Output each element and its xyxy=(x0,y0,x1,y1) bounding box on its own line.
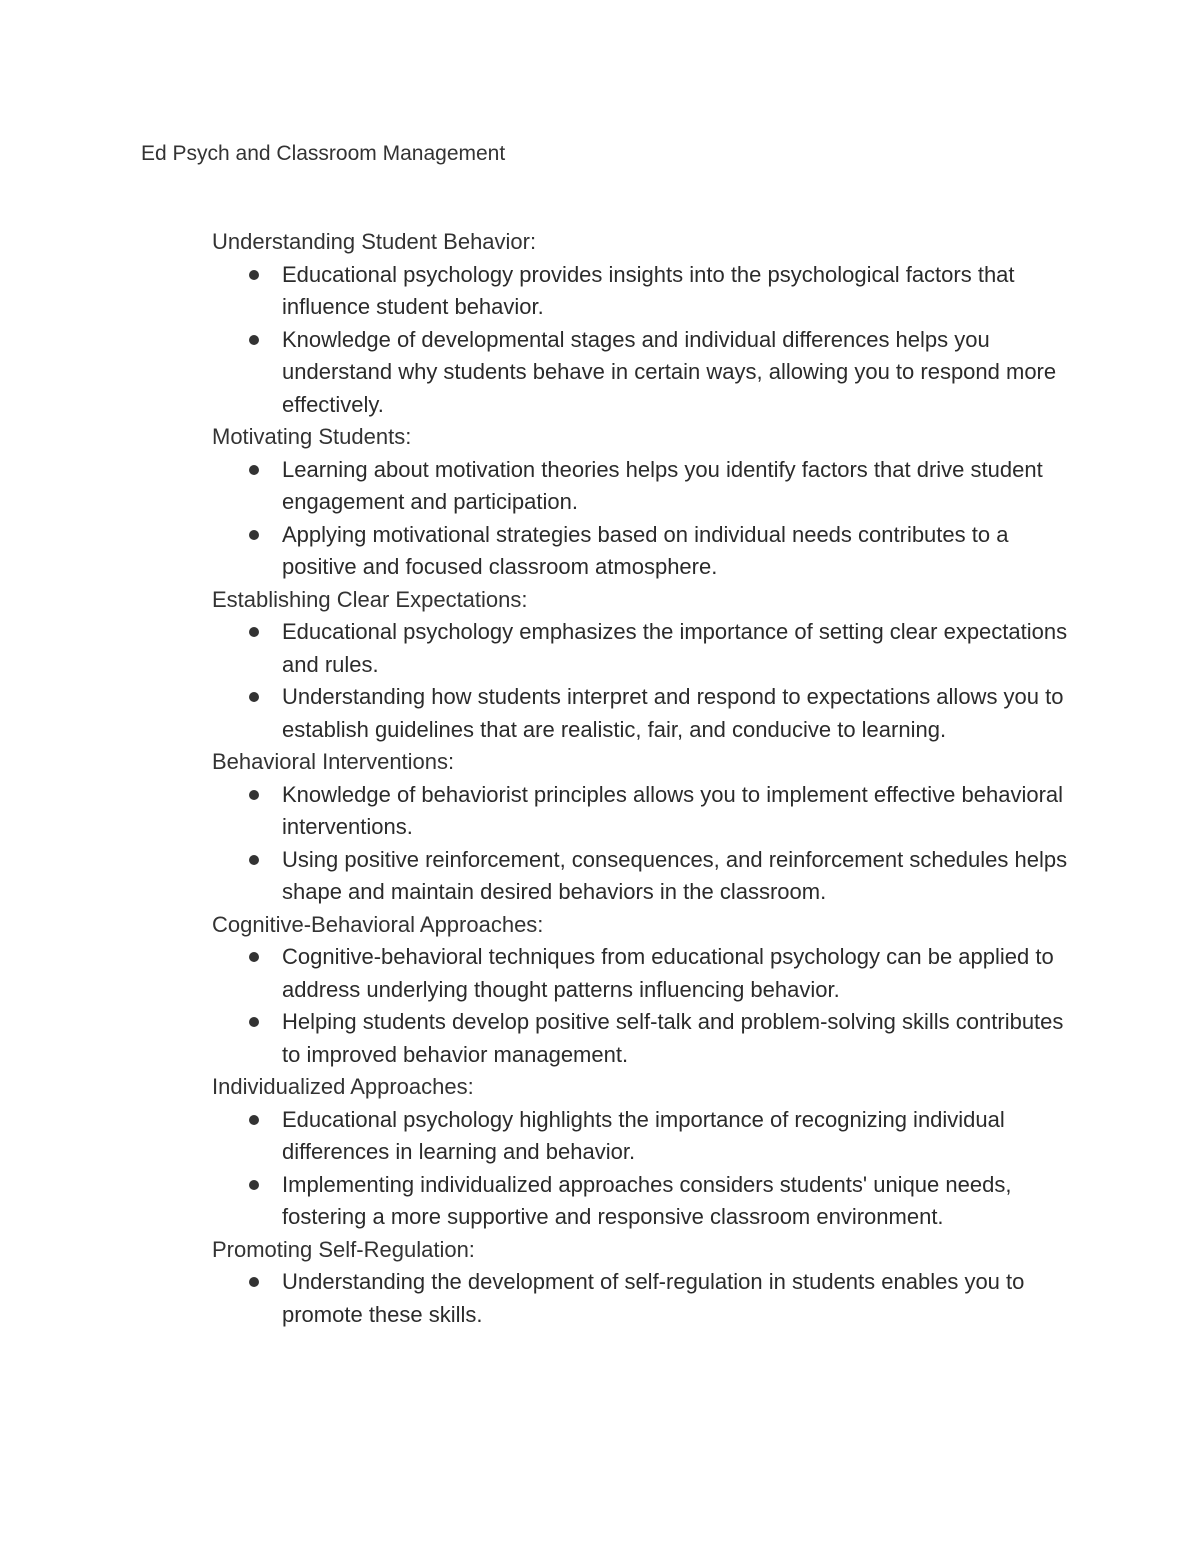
section-promoting-self-regulation xyxy=(212,1234,1092,1332)
bullet-icon xyxy=(249,1277,259,1287)
bullet-icon xyxy=(249,855,259,865)
bullet-text: Using positive reinforcement, consequences, and reinforcement schedules helps shape and maintain desired behaviors in the classroom. xyxy=(282,846,1068,904)
document-title: Ed Psych and Classroom Management xyxy=(141,142,506,165)
section-heading: Understanding Student Behavior: xyxy=(212,229,537,254)
bullet-icon xyxy=(249,1017,259,1027)
bullet-icon xyxy=(249,335,259,345)
section-heading: Establishing Clear Expectations: xyxy=(212,586,528,612)
bullet-text: Cognitive-behavioral techniques from educational psychology can be applied to address underlying thought patterns influencing behavior. xyxy=(282,944,1054,1002)
bullet-list xyxy=(212,616,1092,746)
section-cognitive-behavioral-approaches xyxy=(212,909,1092,1072)
bullet-text: Educational psychology highlights the importance of recognizing individual differences in learning and behavior. xyxy=(282,1106,1005,1164)
section-heading: Promoting Self-Regulation: xyxy=(212,1236,475,1262)
section-individualized-approaches xyxy=(212,1071,1092,1234)
bullet-icon xyxy=(249,692,259,702)
bullet-text: Learning about motivation theories helps you identify factors that drive student engagement and participation. xyxy=(282,456,1043,514)
bullet-list xyxy=(212,779,1092,909)
section-understanding-student-behavior xyxy=(212,226,1092,421)
list-item xyxy=(282,519,1072,584)
list-item xyxy=(282,844,1072,909)
section-heading: Behavioral Interventions: xyxy=(212,749,455,774)
section-heading: Cognitive-Behavioral Approaches: xyxy=(212,911,544,937)
bullet-text: Educational psychology emphasizes the importance of setting clear expectations and rules. xyxy=(282,619,1068,677)
list-item xyxy=(282,324,1072,422)
section-heading: Motivating Students: xyxy=(212,424,412,449)
list-item xyxy=(282,616,1072,681)
list-item xyxy=(282,941,1072,1006)
bullet-icon xyxy=(249,1115,259,1125)
bullet-text: Understanding how students interpret and respond to expectations allows you to establish guidelines that are realistic, fair, and conducive to learning. xyxy=(282,684,1064,742)
bullet-text: Understanding the development of self-regulation in students enables you to promote these skills. xyxy=(282,1269,1025,1327)
bullet-text: Implementing individualized approaches considers students' unique needs, fostering a more supportive and responsive classroom environment. xyxy=(282,1171,1012,1229)
list-item xyxy=(282,1169,1072,1234)
list-item xyxy=(282,681,1072,746)
bullet-list xyxy=(212,941,1092,1071)
bullet-text: Applying motivational strategies based on individual needs contributes to a positive and focused classroom atmosphere. xyxy=(282,521,1009,579)
bullet-icon xyxy=(249,270,259,280)
list-item xyxy=(282,454,1072,519)
bullet-list xyxy=(212,1266,1092,1331)
bullet-icon xyxy=(249,790,259,800)
bullet-list xyxy=(212,1104,1092,1234)
document-body xyxy=(212,226,1092,1331)
bullet-text: Educational psychology provides insights into the psychological factors that influence student behavior. xyxy=(282,261,1015,319)
bullet-list xyxy=(212,454,1092,584)
list-item xyxy=(282,1266,1072,1331)
list-item xyxy=(282,259,1072,324)
section-motivating-students xyxy=(212,421,1092,584)
bullet-text: Knowledge of developmental stages and individual differences helps you understand why students behave in certain ways, allowing you to respond more effectively. xyxy=(282,326,1057,417)
section-behavioral-interventions xyxy=(212,746,1092,909)
bullet-text: Helping students develop positive self-talk and problem-solving skills contributes to improved behavior management. xyxy=(282,1009,1064,1067)
list-item xyxy=(282,1104,1072,1169)
section-establishing-clear-expectations xyxy=(212,584,1092,747)
section-heading: Individualized Approaches: xyxy=(212,1074,474,1099)
bullet-list xyxy=(212,259,1092,422)
bullet-icon xyxy=(249,1180,259,1190)
bullet-icon xyxy=(249,465,259,475)
list-item xyxy=(282,1006,1072,1071)
bullet-icon xyxy=(249,627,259,637)
list-item xyxy=(282,779,1072,844)
bullet-icon xyxy=(249,952,259,962)
bullet-icon xyxy=(249,530,259,540)
bullet-text: Knowledge of behaviorist principles allows you to implement effective behavioral interventions. xyxy=(282,781,1064,839)
